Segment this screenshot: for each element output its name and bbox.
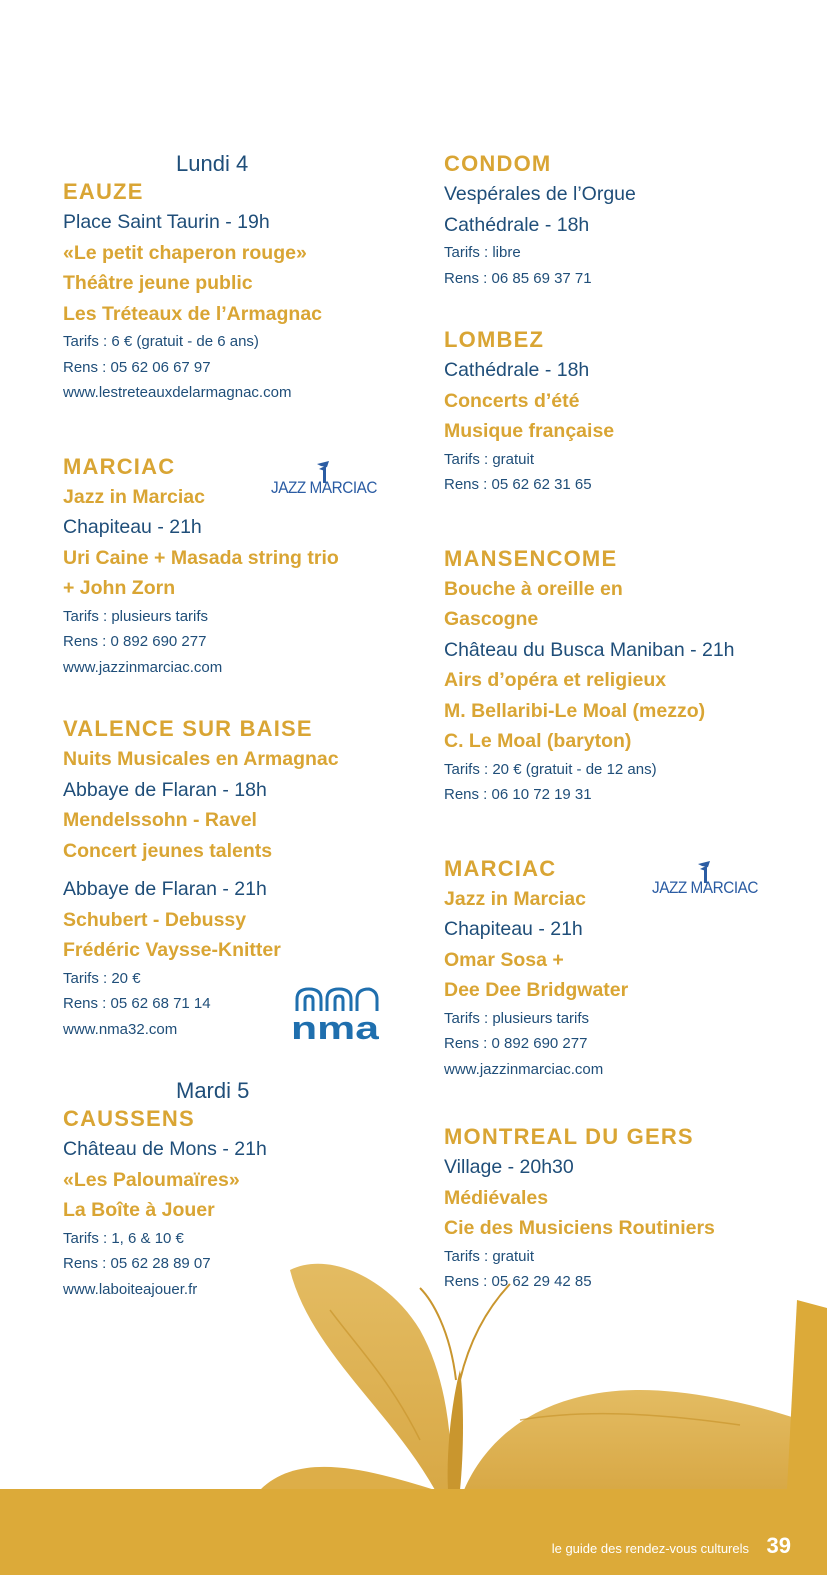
event-line: Dee Dee Bridgwater [444, 979, 629, 1001]
rens: Rens : 05 62 62 31 65 [444, 476, 592, 493]
day-heading-tuesday: Mardi 5 [176, 1078, 250, 1103]
rens: Rens : 05 62 68 71 14 [63, 995, 211, 1012]
venue-time: Château du Busca Maniban - 21h [444, 638, 735, 661]
town-name: MARCIAC [63, 453, 176, 479]
tarifs: Tarifs : gratuit [444, 1247, 535, 1265]
website-link[interactable]: www.jazzinmarciac.com [63, 658, 223, 676]
svg-text:JAZZ MARCIAC: JAZZ MARCIAC [652, 877, 759, 897]
event-line: Schubert - Debussy [63, 908, 247, 931]
event-line: Concert jeunes talents [63, 839, 273, 862]
festival-name: Gascogne [444, 608, 539, 630]
event-line: + John Zorn [63, 577, 176, 599]
rens: Rens : 05 62 06 67 97 [63, 358, 211, 376]
event-line: Musique française [444, 420, 615, 442]
event-title: Vespérales de l’Orgue [444, 183, 636, 205]
event-line: Mendelssohn - Ravel [63, 809, 257, 831]
rens: Rens : 06 10 72 19 31 [444, 786, 592, 803]
website-link[interactable]: www.laboiteajouer.fr [63, 1280, 198, 1298]
page-number: 39 [766, 1533, 791, 1558]
rens: Rens : 0 892 690 277 [63, 633, 207, 650]
event-line: «Le petit chaperon rouge» [63, 241, 307, 264]
event-line: Airs d’opéra et religieux [444, 669, 667, 691]
venue-time: Cathédrale - 18h [444, 213, 590, 236]
svg-text:nma: nma [291, 1010, 379, 1041]
event-lombez [444, 326, 794, 501]
left-column [63, 150, 393, 1305]
town-name: MONTREAL DU GERS [444, 1124, 694, 1149]
town-name: MARCIAC [444, 855, 557, 881]
event-line: C. Le Moal (baryton) [444, 730, 632, 752]
event-line: Médiévales [444, 1186, 549, 1209]
event-line: Omar Sosa + [444, 948, 564, 971]
rens: Rens : 05 62 29 42 85 [444, 1273, 592, 1290]
svg-text:JAZZ MARCIAC: JAZZ MARCIAC [271, 477, 378, 497]
venue-time: Cathédrale - 18h [444, 359, 590, 381]
town-name: VALENCE SUR BAISE [63, 716, 313, 741]
town-name: EAUZE [63, 179, 144, 204]
town-name: CAUSSENS [63, 1106, 195, 1131]
rens: Rens : 05 62 28 89 07 [63, 1255, 211, 1272]
venue-time: Village - 20h30 [444, 1156, 574, 1178]
day-heading-monday: Lundi 4 [176, 151, 249, 176]
event-line: La Boîte à Jouer [63, 1199, 215, 1221]
tarifs: Tarifs : libre [444, 244, 521, 261]
venue-time: Abbaye de Flaran - 18h [63, 778, 267, 801]
tarifs: Tarifs : 6 € (gratuit - de 6 ans) [63, 333, 259, 350]
event-marciac-right [444, 855, 794, 1086]
town-name: LOMBEZ [444, 327, 545, 352]
town-name: MANSENCOME [444, 545, 618, 571]
event-line: Concerts d’été [444, 389, 580, 412]
event-line: Théâtre jeune public [63, 272, 253, 294]
event-line: Les Tréteaux de l’Armagnac [63, 302, 323, 325]
event-condom [444, 150, 794, 294]
right-column [444, 150, 794, 1298]
rens: Rens : 06 85 69 37 71 [444, 269, 592, 287]
festival-name: Bouche à oreille en [444, 577, 623, 600]
tarifs: Tarifs : 20 € (gratuit - de 12 ans) [444, 760, 657, 778]
jazz-in-marciac-logo [269, 461, 381, 501]
footer-band [0, 1489, 827, 1575]
butterfly-illustration [220, 1240, 827, 1500]
tarifs: Tarifs : plusieurs tarifs [63, 607, 209, 625]
jazz-in-marciac-logo [650, 861, 762, 901]
rens: Rens : 0 892 690 277 [444, 1035, 588, 1052]
festival-name: Jazz in Marciac [63, 485, 205, 508]
event-line: M. Bellaribi-Le Moal (mezzo) [444, 699, 706, 722]
tarifs: Tarifs : 1, 6 & 10 € [63, 1229, 184, 1247]
event-mansencome [444, 545, 794, 811]
venue-time: Place Saint Taurin - 19h [63, 211, 270, 233]
event-line: Uri Caine + Masada string trio [63, 546, 339, 569]
venue-time: Chapiteau - 21h [63, 516, 202, 538]
tarifs: Tarifs : gratuit [444, 450, 535, 468]
footer-guide-text: le guide des rendez-vous culturels [551, 1541, 749, 1556]
website-link[interactable]: www.lestreteauxdelarmagnac.com [63, 384, 292, 401]
nma-logo [291, 987, 379, 1041]
venue-time: Château de Mons - 21h [63, 1138, 267, 1160]
venue-time: Abbaye de Flaran - 21h [63, 878, 267, 900]
tarifs: Tarifs : plusieurs tarifs [444, 1009, 590, 1027]
event-valence-sur-baise [63, 715, 393, 1045]
festival-name: Nuits Musicales en Armagnac [63, 748, 339, 770]
website-link[interactable]: www.nma32.com [63, 1020, 178, 1038]
event-marciac-left [63, 453, 393, 684]
website-link[interactable]: www.jazzinmarciac.com [444, 1060, 604, 1078]
corner-decoration [787, 1300, 827, 1490]
event-eauze [63, 178, 393, 409]
town-name: CONDOM [444, 151, 552, 176]
venue-time: Chapiteau - 21h [444, 918, 583, 940]
tarifs: Tarifs : 20 € [63, 969, 141, 987]
event-line: «Les Paloumaïres» [63, 1168, 240, 1191]
event-line: Frédéric Vaysse-Knitter [63, 939, 281, 961]
festival-name: Jazz in Marciac [444, 887, 586, 910]
event-line: Cie des Musiciens Routiniers [444, 1217, 715, 1239]
